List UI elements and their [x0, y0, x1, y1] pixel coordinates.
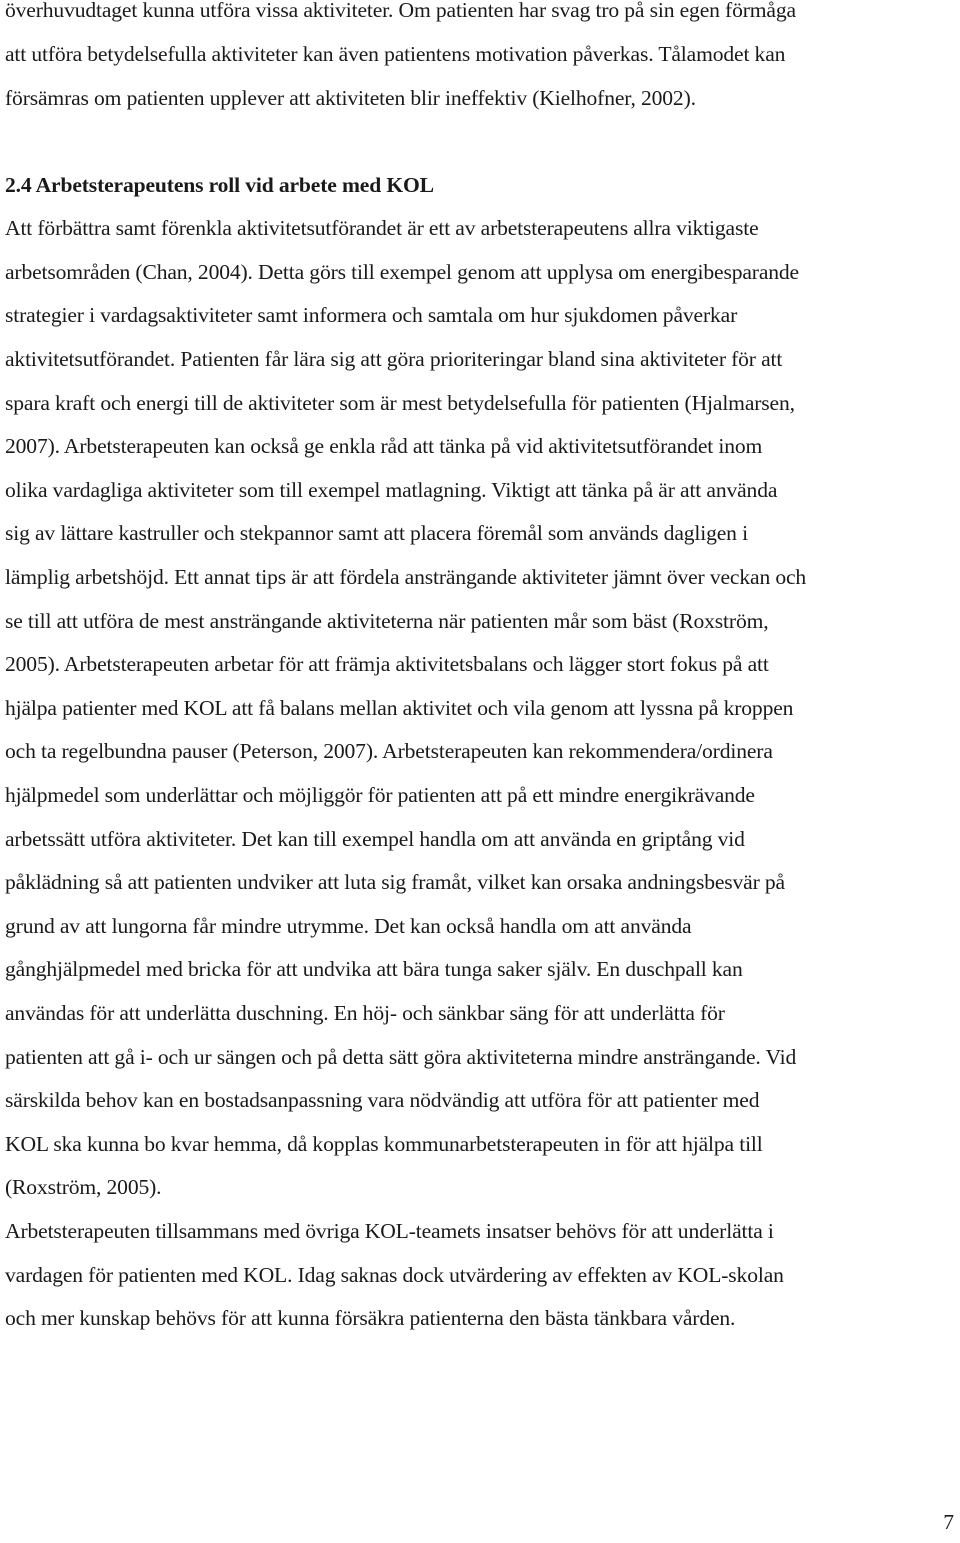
intro-line-2: att utföra betydelsefulla aktiviteter kan även patientens motivation påverkas. Tålamodet kan [5, 42, 786, 66]
intro-line-3: försämras om patienten upplever att aktiviteten blir ineffektiv (Kielhofner, 2002). [5, 86, 696, 110]
section-line-9: lämplig arbetshöjd. Ett annat tips är att fördela ansträngande aktiviteter jämnt över veckan och [5, 565, 807, 589]
closing-line-1: Arbetsterapeuten tillsammans med övriga KOL-teamets insatser behövs för att underlätta i [5, 1219, 774, 1243]
section-line-1: Att förbättra samt förenkla aktivitetsutförandet är ett av arbetsterapeutens allra viktigaste [5, 216, 759, 240]
section-line-8: sig av lättare kastruller och stekpannor samt att placera föremål som används dagligen i [5, 521, 748, 545]
section-line-18: gånghjälpmedel med bricka för att undvika att bära tunga saker själv. En duschpall kan [5, 957, 743, 981]
page-number: 7 [943, 1510, 954, 1534]
section-line-6: 2007). Arbetsterapeuten kan också ge enkla råd att tänka på vid aktivitetsutförandet inom [5, 434, 763, 458]
section-line-16: påklädning så att patienten undviker att luta sig framåt, vilket kan orsaka andningsbesvär på [5, 870, 785, 894]
section-line-3: strategier i vardagsaktiviteter samt informera och samtala om hur sjukdomen påverkar [5, 303, 738, 327]
section-line-20: patienten att gå i- och ur sängen och på detta sätt göra aktiviteterna mindre ansträngande. Vid [5, 1045, 797, 1069]
section-heading: 2.4 Arbetsterapeutens roll vid arbete med KOL [5, 173, 434, 197]
section-line-21: särskilda behov kan en bostadsanpassning vara nödvändig att utföra för att patienter med [5, 1088, 760, 1112]
section-line-14: hjälpmedel som underlättar och möjliggör för patienten att på ett mindre energikrävande [5, 783, 755, 807]
section-line-15: arbetssätt utföra aktiviteter. Det kan till exempel handla om att använda en griptång vid [5, 827, 745, 851]
section-line-17: grund av att lungorna får mindre utrymme. Det kan också handla om att använda [5, 914, 692, 938]
section-line-23: (Roxström, 2005). [5, 1175, 162, 1199]
section-line-11: 2005). Arbetsterapeuten arbetar för att främja aktivitetsbalans och lägger stort fokus på att [5, 652, 769, 676]
intro-line-1: överhuvudtaget kunna utföra vissa aktiviteter. Om patienten har svag tro på sin egen förmåga [5, 0, 796, 22]
section-line-22: KOL ska kunna bo kvar hemma, då kopplas kommunarbetsterapeuten in för att hjälpa till [5, 1132, 763, 1156]
section-line-10: se till att utföra de mest ansträngande aktiviteterna när patienten mår som bäst (Roxström, [5, 609, 769, 633]
closing-line-3: och mer kunskap behövs för att kunna försäkra patienterna den bästa tänkbara vården. [5, 1306, 736, 1330]
closing-line-2: vardagen för patienten med KOL. Idag saknas dock utvärdering av effekten av KOL-skolan [5, 1263, 784, 1287]
section-line-4: aktivitetsutförandet. Patienten får lära sig att göra prioriteringar bland sina aktiviteter för att [5, 347, 783, 371]
section-line-2: arbetsområden (Chan, 2004). Detta görs till exempel genom att upplysa om energibesparande [5, 260, 799, 284]
section-line-12: hjälpa patienter med KOL att få balans mellan aktivitet och vila genom att lyssna på kroppen [5, 696, 794, 720]
section-line-19: användas för att underlätta duschning. En höj- och sänkbar säng för att underlätta för [5, 1001, 725, 1025]
section-line-7: olika vardagliga aktiviteter som till exempel matlagning. Viktigt att tänka på är att använda [5, 478, 778, 502]
section-line-13: och ta regelbundna pauser (Peterson, 2007). Arbetsterapeuten kan rekommendera/ordinera [5, 739, 773, 763]
section-line-5: spara kraft och energi till de aktiviteter som är mest betydelsefulla för patienten (Hjalmarsen, [5, 391, 795, 415]
